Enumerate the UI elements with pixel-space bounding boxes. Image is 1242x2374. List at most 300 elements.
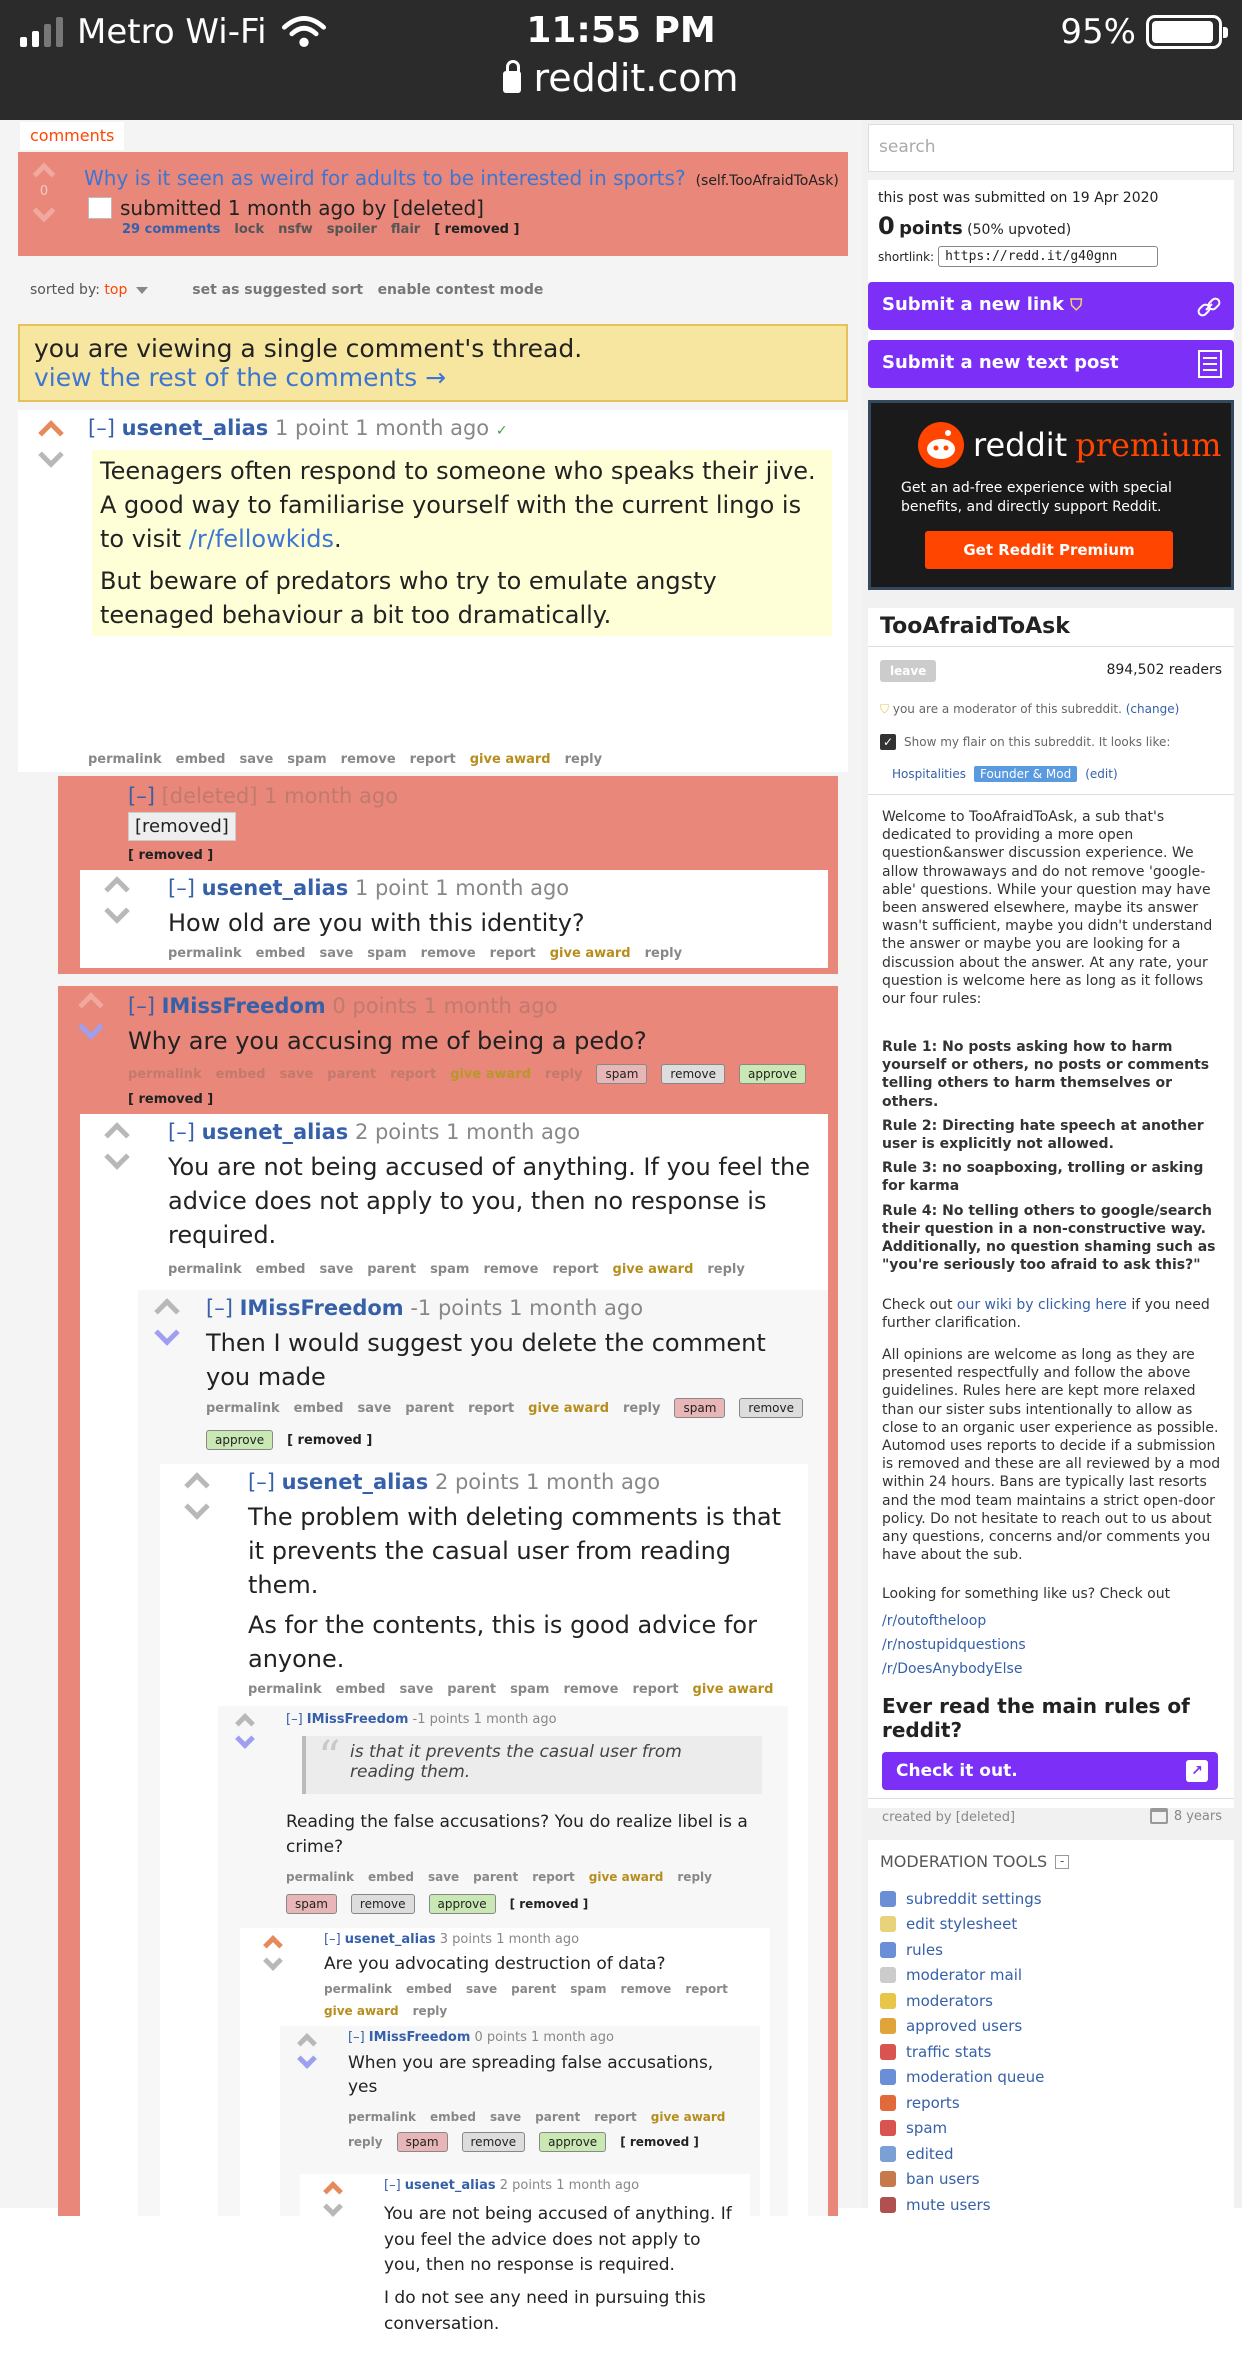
reply-link[interactable]: reply — [644, 946, 683, 961]
related-link[interactable]: /r/nostupidquestions — [882, 1636, 1026, 1653]
reply-link[interactable]: reply — [677, 1870, 712, 1884]
mod-tool-label: approved users — [906, 2017, 1023, 2036]
mod-tool-label: moderation queue — [906, 2068, 1045, 2087]
embed-link[interactable]: embed — [335, 1682, 386, 1697]
report-link[interactable]: report — [685, 1982, 728, 1996]
collapse-toggle[interactable]: [–] — [286, 1712, 303, 1727]
comment — [80, 1114, 828, 2334]
remove-button[interactable]: remove — [739, 1398, 803, 1418]
mod-tool-label: edit stylesheet — [906, 1915, 1018, 1934]
mod-tool-label: rules — [906, 1940, 943, 1959]
embed-link[interactable]: embed — [293, 1400, 344, 1416]
url-text: reddit.com — [533, 56, 739, 100]
give-award-link[interactable]: give award — [588, 1870, 664, 1884]
view-rest-link[interactable]: view the rest of the comments → — [34, 363, 447, 392]
mod-tool-item[interactable] — [880, 2167, 1044, 2193]
main-rules-heading: Ever read the main rules of reddit? — [882, 1694, 1190, 1742]
quote-icon: “ — [318, 1732, 341, 1783]
mod-tool-label: moderator mail — [906, 1966, 1023, 1985]
submit-text-button[interactable] — [868, 340, 1234, 388]
permalink-link[interactable]: permalink — [168, 946, 242, 961]
reply-link[interactable]: reply — [707, 1262, 745, 1277]
clock: 11:55 PM — [526, 10, 716, 51]
rule-3: Rule 3: no soapboxing, trolling or asking for karma — [882, 1160, 1204, 1195]
parent-link[interactable]: parent — [535, 2110, 581, 2124]
permalink-link[interactable]: permalink — [324, 1982, 392, 1996]
comment-actions — [286, 1870, 776, 1914]
subreddit-title[interactable]: TooAfraidToAsk — [880, 614, 1070, 639]
comment-author[interactable]: usenet_alias — [201, 876, 349, 900]
mod-tool-icon — [880, 1967, 896, 1983]
collapse-toggle[interactable]: [–] — [348, 2030, 365, 2045]
get-premium-button[interactable]: Get Reddit Premium — [925, 531, 1173, 569]
comment-vote — [238, 1716, 252, 1746]
check-it-out-label: Check it out. — [896, 1761, 1018, 1781]
post-domain[interactable]: (self.TooAfraidToAsk) — [695, 173, 839, 189]
remove-button[interactable]: remove — [661, 1064, 725, 1084]
comment-meta: 0 points 1 month ago — [474, 2030, 614, 2045]
collapse-toggle[interactable]: [–] — [324, 1932, 341, 1947]
spam-link[interactable]: spam — [367, 946, 407, 961]
spam-button[interactable]: spam — [596, 1064, 647, 1084]
downvote-icon[interactable] — [104, 898, 129, 923]
premium-brand-1: reddit — [973, 426, 1068, 464]
give-award-link[interactable]: give award — [612, 1262, 694, 1277]
comment-text: Then I would suggest you delete the comment you made — [206, 1329, 766, 1392]
comment-vote — [326, 2184, 340, 2214]
removed-tag: [ removed ] — [287, 1432, 373, 1448]
parent-link[interactable]: parent — [405, 1400, 455, 1416]
mod-tool-icon — [880, 2095, 896, 2111]
url-bar[interactable] — [0, 56, 1242, 100]
comment-text: [removed] — [128, 812, 236, 841]
mod-tool-item[interactable] — [880, 1886, 1044, 1912]
collapse-toggle[interactable]: [–] — [128, 784, 155, 808]
remove-button[interactable]: remove — [462, 2132, 526, 2152]
comment-vote — [158, 1302, 176, 1342]
collapse-toggle[interactable]: [–] — [384, 2178, 401, 2193]
submit-text-label: Submit a new text post — [882, 352, 1119, 373]
check-it-out-button[interactable] — [882, 1752, 1218, 1790]
status-bar — [0, 0, 1242, 120]
parent-link[interactable]: parent — [367, 1262, 417, 1277]
give-award-link[interactable]: give award — [324, 2004, 399, 2018]
comment-body — [92, 450, 832, 636]
mod-tool-icon — [880, 2146, 896, 2162]
comment-text: Teenagers often respond to someone who speaks their jive. A good way to familiarise yourself with the current lingo is to visit — [100, 457, 816, 554]
flair-text: Show my flair on this subreddit. It looks like: — [904, 735, 1171, 749]
reply-link[interactable]: reply — [412, 2004, 448, 2018]
comment-header — [168, 876, 569, 900]
save-link[interactable]: save — [489, 2110, 522, 2124]
parent-link[interactable]: parent — [447, 1682, 497, 1697]
parent-link[interactable]: parent — [473, 1870, 519, 1884]
report-link[interactable]: report — [552, 1262, 599, 1277]
downvote-icon[interactable] — [78, 1014, 103, 1039]
post-score: 0 — [39, 184, 49, 199]
chevron-down-icon[interactable] — [136, 287, 148, 294]
external-link-icon: ↗ — [1186, 1760, 1208, 1782]
comment-vote — [82, 996, 100, 1036]
collapse-toggle[interactable]: [–] — [128, 994, 155, 1018]
collapse-toggle[interactable]: [–] — [248, 1470, 275, 1494]
spam-link[interactable]: spam — [570, 1982, 607, 1996]
mod-tool-item[interactable] — [880, 2090, 1044, 2116]
embed-link[interactable]: embed — [255, 1262, 306, 1277]
comment-author[interactable]: IMissFreedom — [368, 2030, 471, 2045]
report-link[interactable]: report — [489, 946, 536, 961]
battery-percent: 95% — [1060, 12, 1136, 52]
downvote-icon[interactable] — [154, 1320, 179, 1345]
rule-2: Rule 2: Directing hate speech at another user is explicitly not allowed. — [882, 1117, 1204, 1152]
downvote-icon[interactable] — [104, 1144, 129, 1169]
save-link[interactable]: save — [239, 752, 274, 767]
give-award-link[interactable]: give award — [450, 1066, 532, 1082]
remove-button[interactable]: remove — [351, 1894, 415, 1914]
moderator-note — [880, 702, 1179, 717]
collapse-icon[interactable]: - — [1055, 1855, 1069, 1869]
submit-link-label: Submit a new link — [882, 294, 1064, 315]
shortlink-field[interactable]: https://redd.it/g40gnn — [938, 246, 1158, 267]
comment-author: [deleted] — [161, 784, 258, 808]
embed-link[interactable]: embed — [368, 1870, 414, 1884]
save-link[interactable]: save — [399, 1682, 434, 1697]
subreddit-link[interactable]: /r/fellowkids — [188, 525, 335, 554]
downvote-icon[interactable] — [323, 2197, 343, 2217]
mod-tool-item[interactable] — [880, 1937, 1044, 1963]
comment-text: The problem with deleting comments is that it prevents the casual user from reading them. — [248, 1503, 782, 1600]
post-vote — [36, 166, 52, 219]
quote-text: is that it prevents the casual user from reading them. — [350, 1742, 682, 1782]
subreddit-info — [868, 608, 1234, 1825]
post-submitted: submitted 1 month ago by [deleted] — [120, 196, 484, 220]
permalink-link[interactable]: permalink — [168, 1262, 242, 1277]
shield-icon: ⛉ — [880, 702, 890, 716]
report-link[interactable]: report — [468, 1400, 515, 1416]
comment-vote — [300, 2036, 314, 2066]
permalink-link[interactable]: permalink — [88, 752, 162, 767]
permalink-link[interactable]: permalink — [248, 1682, 322, 1697]
thread-notice-text: you are viewing a single comment's thread. — [34, 334, 583, 363]
mod-tool-label: subreddit settings — [906, 1889, 1042, 1908]
collapse-toggle[interactable]: [–] — [168, 1120, 195, 1144]
collapse-toggle[interactable]: [–] — [206, 1296, 233, 1320]
give-award-link[interactable]: give award — [650, 2110, 726, 2124]
comment-text: When you are spreading false accusations, yes — [348, 2053, 714, 2097]
mod-tool-item[interactable] — [880, 2065, 1044, 2091]
remove-link[interactable]: remove — [420, 946, 476, 961]
reply-link[interactable]: reply — [348, 2135, 383, 2149]
carrier-label: Metro Wi-Fi — [77, 12, 267, 52]
comment — [18, 410, 848, 772]
remove-link[interactable]: remove — [340, 752, 396, 767]
save-link[interactable]: save — [319, 1262, 354, 1277]
mod-tool-label: mute users — [906, 2195, 991, 2214]
comment — [218, 1706, 788, 2334]
permalink-link[interactable]: permalink — [286, 1870, 354, 1884]
submit-link-button[interactable] — [868, 282, 1234, 330]
parent-link[interactable]: parent — [327, 1066, 377, 1082]
embed-link[interactable]: embed — [430, 2110, 476, 2124]
mod-tool-icon — [880, 2197, 896, 2213]
wiki-post: if you need further clarification. — [882, 1297, 1210, 1332]
approve-button[interactable]: approve — [429, 1894, 496, 1914]
mod-tool-item[interactable] — [880, 2039, 1044, 2065]
save-link[interactable]: save — [427, 1870, 460, 1884]
spam-link[interactable]: spam — [287, 752, 327, 767]
give-award-link[interactable]: give award — [549, 946, 631, 961]
comment-author[interactable]: usenet_alias — [404, 2178, 496, 2193]
mod-tool-label: ban users — [906, 2170, 980, 2189]
embed-link[interactable]: embed — [175, 752, 226, 767]
mod-tool-item[interactable] — [880, 2141, 1044, 2167]
comment-actions — [168, 946, 682, 961]
save-link[interactable]: save — [465, 1982, 498, 1996]
give-award-link[interactable]: give award — [469, 752, 551, 767]
upvote-icon[interactable] — [33, 163, 56, 186]
comment — [280, 2026, 760, 2334]
comment-vote — [108, 880, 126, 920]
calendar-icon — [1150, 1808, 1168, 1824]
moderator-text: you are a moderator of this subreddit. — [892, 702, 1122, 716]
comment-author[interactable]: usenet_alias — [344, 1932, 436, 1947]
spam-button[interactable]: spam — [397, 2132, 448, 2152]
search-input[interactable]: search — [868, 124, 1234, 172]
comment-text: You are not being accused of anything. If you feel the advice does not apply to you, then no response is required. — [168, 1153, 810, 1250]
comment-actions — [348, 2110, 748, 2152]
approve-button[interactable]: approve — [539, 2132, 606, 2152]
main-content — [0, 120, 862, 2334]
downvote-icon[interactable] — [297, 2049, 317, 2069]
mod-tools-header — [880, 1852, 1069, 1871]
remove-link[interactable]: remove — [563, 1682, 619, 1697]
rule-1: Rule 1: No posts asking how to harm yourself or others, no posts or comments telling others to harm themselves or others. — [882, 1039, 1210, 1110]
related-subs — [882, 1610, 1026, 1681]
downvote-icon[interactable] — [235, 1729, 255, 1749]
post-entry — [18, 152, 848, 256]
comment-header — [88, 416, 508, 440]
comment-text: Are you advocating destruction of data? — [324, 1954, 666, 1974]
mod-tool-label: edited — [906, 2144, 954, 2163]
comments-link[interactable]: 29 comments — [122, 222, 221, 237]
spam-link[interactable]: spam — [510, 1682, 550, 1697]
comment-author[interactable]: IMissFreedom — [239, 1296, 404, 1320]
comment — [58, 776, 838, 974]
related-link[interactable]: /r/outoftheloop — [882, 1613, 987, 1629]
comment-header — [168, 1120, 580, 1144]
comment-vote — [108, 1126, 126, 1166]
mod-tool-label: traffic stats — [906, 2042, 992, 2061]
thumbnail-placeholder — [88, 197, 112, 219]
comment-text-2: I do not see any need in pursuing this conversation. — [384, 2288, 706, 2334]
suggested-sort-link[interactable]: set as suggested sort — [192, 282, 364, 298]
mod-tool-icon — [880, 1916, 896, 1932]
related-link[interactable]: /r/DoesAnybodyElse — [882, 1660, 1023, 1677]
reply-link[interactable]: reply — [545, 1066, 583, 1082]
comment-meta: 1 point 1 month ago — [274, 416, 490, 440]
post-actions — [122, 222, 519, 237]
give-award-link[interactable]: give award — [692, 1682, 774, 1697]
change-link[interactable]: (change) — [1125, 702, 1180, 716]
flair-edit-link[interactable]: (edit) — [1085, 767, 1118, 781]
comment-header — [384, 2178, 639, 2193]
permalink-link[interactable]: permalink — [348, 2110, 416, 2124]
comment-header — [128, 784, 398, 808]
comment-author[interactable]: IMissFreedom — [161, 994, 326, 1018]
comment-vote — [42, 424, 60, 464]
report-link[interactable]: report — [632, 1682, 679, 1697]
comment — [240, 1928, 770, 2334]
mod-tool-item[interactable] — [880, 1912, 1044, 1938]
comment-actions — [128, 1064, 806, 1084]
comment-author[interactable]: IMissFreedom — [306, 1712, 409, 1727]
approve-button[interactable]: approve — [739, 1064, 806, 1084]
mod-tool-icon — [880, 1993, 896, 2009]
rules-list — [882, 1038, 1222, 1274]
moderation-tools — [868, 1840, 1234, 2220]
mod-tool-item[interactable] — [880, 1963, 1044, 1989]
comment-meta: 3 points 1 month ago — [439, 1932, 580, 1947]
sort-label: sorted by: — [30, 282, 100, 298]
downvote-icon[interactable] — [38, 442, 63, 467]
embed-link[interactable]: embed — [255, 946, 306, 961]
nsfw-link[interactable]: nsfw — [278, 222, 313, 237]
report-link[interactable]: report — [594, 2110, 637, 2124]
comment-meta: 0 points 1 month ago — [332, 994, 558, 1018]
comment-header — [324, 1932, 579, 1947]
age-text: 8 years — [1173, 1808, 1222, 1824]
looking-text: Looking for something like us? Check out — [882, 1586, 1171, 1602]
remove-link[interactable]: remove — [620, 1982, 672, 1996]
shortlink-label: shortlink: — [878, 249, 935, 264]
comment-meta: 2 points 1 month ago — [499, 2178, 640, 2193]
comment-header — [206, 1296, 643, 1320]
mod-tool-icon — [880, 2120, 896, 2136]
premium-brand-2: premium — [1075, 426, 1222, 464]
wiki-pre: Check out — [882, 1297, 957, 1313]
remove-link[interactable]: remove — [483, 1262, 539, 1277]
leave-button[interactable]: leave — [880, 660, 936, 682]
mod-tool-item[interactable] — [880, 1988, 1044, 2014]
comment-text: Why are you accusing me of being a pedo? — [128, 1027, 647, 1055]
post-title[interactable]: Why is it seen as weird for adults to be interested in sports? — [84, 166, 686, 190]
comment-author[interactable]: usenet_alias — [281, 1470, 429, 1494]
mod-tool-item[interactable] — [880, 2014, 1044, 2040]
comment-meta: 1 month ago — [264, 784, 399, 808]
wiki-link[interactable]: our wiki by clicking here — [956, 1297, 1127, 1313]
sidebar — [862, 120, 1242, 2214]
upvote-ratio: (50% upvoted) — [967, 222, 1072, 238]
comment-text-end: . — [334, 525, 342, 554]
report-link[interactable]: report — [390, 1066, 437, 1082]
reply-link[interactable]: reply — [623, 1400, 661, 1416]
reply-link[interactable]: reply — [564, 752, 603, 767]
comment-meta: 2 points 1 month ago — [354, 1120, 581, 1144]
sub-age — [1150, 1808, 1222, 1824]
check-icon: ✓ — [495, 423, 508, 439]
comment-meta: -1 points 1 month ago — [412, 1712, 557, 1727]
report-link[interactable]: report — [409, 752, 456, 767]
battery-icon — [1146, 15, 1222, 49]
flair-link[interactable]: flair — [390, 222, 421, 237]
mod-tool-icon — [880, 2044, 896, 2060]
mod-tool-item[interactable] — [880, 2192, 1044, 2218]
premium-description: Get an ad-free experience with special benefits, and directly support Reddit. — [901, 480, 1172, 515]
spam-button[interactable]: spam — [286, 1894, 337, 1914]
downvote-icon[interactable] — [33, 200, 56, 223]
comment-header — [286, 1712, 557, 1727]
save-link[interactable]: save — [319, 946, 354, 961]
flair-checkbox[interactable]: ✓ — [880, 734, 896, 750]
spam-button[interactable]: spam — [674, 1398, 725, 1418]
comment-meta: 2 points 1 month ago — [434, 1470, 661, 1494]
spoiler-link[interactable]: spoiler — [326, 222, 377, 237]
parent-link[interactable]: parent — [511, 1982, 557, 1996]
removed-tag: [ removed ] — [620, 2135, 699, 2149]
wiki-note — [882, 1296, 1222, 1332]
mod-tool-item[interactable] — [880, 2116, 1044, 2142]
mod-tool-icon — [880, 2171, 896, 2187]
comment-author[interactable]: usenet_alias — [201, 1120, 349, 1144]
contest-mode-link[interactable]: enable contest mode — [377, 282, 544, 298]
collapse-toggle[interactable]: [–] — [88, 416, 115, 440]
mod-tool-icon — [880, 1942, 896, 1958]
mod-tool-icon — [880, 2018, 896, 2034]
save-link[interactable]: save — [279, 1066, 314, 1082]
comment-header — [348, 2030, 614, 2045]
flair-badge: Founder & Mod — [974, 766, 1077, 782]
opinions-text: All opinions are welcome as long as they are presented respectfully and follow the above guidelines. Rules here are kept more relaxed than our sister subs intentionally to allow as close to an organic user experience as possible. Automod uses reports to decide if a submission is removed and these are all reviewed by a mod within 24 hours. Bans are typically last resorts and the mod team maintains a strict open-door policy. Do not hesitate to reach out to us about any questions, concerns and/or comments you have about the sub. — [882, 1347, 1221, 1564]
reader-count: 894,502 readers — [1106, 662, 1222, 678]
save-link[interactable]: save — [357, 1400, 392, 1416]
removed-tag: [ removed ] — [128, 1092, 214, 1107]
embed-link[interactable]: embed — [406, 1982, 452, 1996]
removed-tag: [ removed ] — [434, 222, 520, 237]
comment-actions — [88, 752, 602, 767]
approve-button[interactable]: approve — [206, 1430, 273, 1450]
permalink-link[interactable]: permalink — [128, 1066, 202, 1082]
created-by: created by [deleted] — [882, 1810, 1016, 1825]
comment-vote — [266, 1938, 280, 1968]
post-title-row — [84, 166, 839, 190]
comment — [300, 2174, 750, 2374]
blockquote — [302, 1732, 762, 1794]
downvote-icon[interactable] — [184, 1494, 209, 1519]
downvote-icon[interactable] — [263, 1951, 283, 1971]
permalink-link[interactable]: permalink — [206, 1400, 280, 1416]
comment — [138, 1290, 828, 2334]
comment-header — [128, 994, 557, 1018]
tab-comments[interactable]: comments — [20, 122, 124, 150]
comment-actions — [168, 1262, 745, 1277]
comment-text: Reading the false accusations? You do realize libel is a crime? — [286, 1812, 748, 1857]
document-icon — [1198, 350, 1222, 378]
mod-tool-label: reports — [906, 2093, 960, 2112]
comment-header — [248, 1470, 660, 1494]
comment-author[interactable]: usenet_alias — [121, 416, 269, 440]
lock-icon — [503, 71, 521, 93]
lock-link[interactable]: lock — [234, 222, 265, 237]
comment-text-2: But beware of predators who try to emulate angsty teenaged behaviour a bit too dramatically. — [100, 567, 717, 630]
points-label: points — [899, 218, 963, 239]
give-award-link[interactable]: give award — [528, 1400, 610, 1416]
submitted-date: this post was submitted on 19 Apr 2020 — [878, 190, 1159, 206]
report-link[interactable]: report — [532, 1870, 575, 1884]
sort-dropdown[interactable]: top — [104, 282, 128, 298]
collapse-toggle[interactable]: [–] — [168, 876, 195, 900]
spam-link[interactable]: spam — [430, 1262, 470, 1277]
embed-link[interactable]: embed — [215, 1066, 266, 1082]
